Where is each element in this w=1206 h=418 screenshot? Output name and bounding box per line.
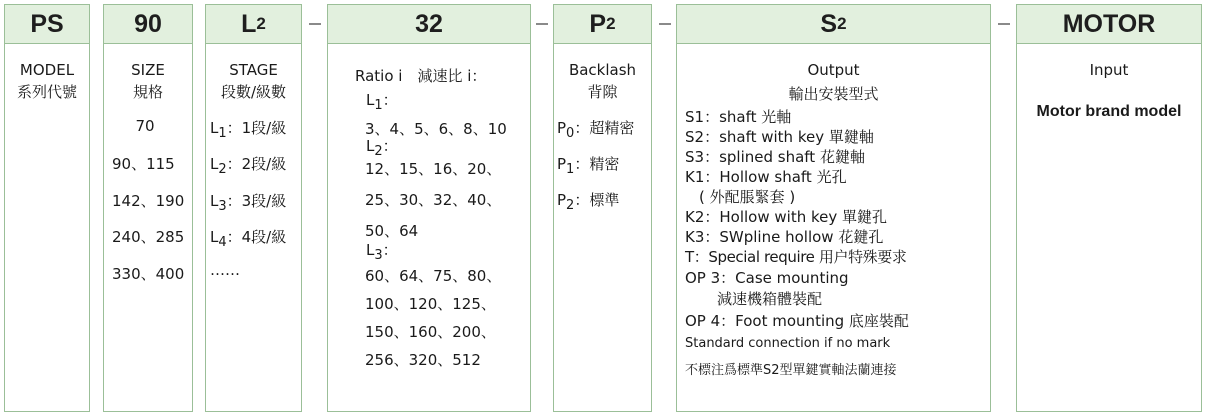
output-header bbox=[677, 5, 990, 44]
output-option: S3：splined shaft 花鍵軸 bbox=[685, 148, 865, 166]
output-note: 不標注爲標準S2型單鍵實軸法蘭連接 bbox=[685, 363, 897, 378]
ratio-body bbox=[328, 45, 530, 411]
stage-more: …… bbox=[210, 261, 240, 279]
ratio-l3-value-line: 150、160、200、 bbox=[365, 323, 496, 341]
backlash-header bbox=[554, 5, 651, 44]
model-column bbox=[4, 4, 90, 412]
backlash-body bbox=[554, 45, 651, 411]
size-value: 240、285 bbox=[112, 228, 185, 246]
ratio-l2-label: $L_2$： bbox=[366, 137, 398, 159]
stage-item: $L_2$：2段/級 bbox=[210, 155, 287, 177]
backlash-code: P bbox=[589, 9, 607, 38]
output-option: OP 4：Foot mounting 底座裝配 bbox=[685, 312, 909, 330]
ratio-l3-value-line: 100、120、125、 bbox=[365, 295, 496, 313]
ratio-header bbox=[328, 5, 530, 44]
output-option: S1：shaft 光軸 bbox=[685, 108, 792, 126]
model-label-cn: 系列代號 bbox=[16, 83, 77, 101]
backlash-label-cn: 背隙 bbox=[587, 83, 618, 101]
output-note: Standard connection if no mark bbox=[685, 336, 891, 351]
stage-header bbox=[206, 5, 301, 44]
ratio-l1-values: 3、4、5、6、8、10 bbox=[365, 120, 507, 138]
output-column bbox=[676, 4, 991, 412]
size-value: 90、115 bbox=[112, 155, 175, 173]
ratio-l3-value-line: 256、320、512 bbox=[365, 351, 481, 369]
model-body bbox=[5, 45, 89, 411]
separator-dash bbox=[536, 23, 548, 25]
backlash-column bbox=[553, 4, 652, 412]
output-label-en: Output bbox=[807, 61, 860, 79]
stage-item: $L_4$：4段/級 bbox=[210, 228, 287, 250]
output-option: 減速機箱體裝配 bbox=[717, 290, 823, 308]
output-option: S2：shaft with key 單鍵軸 bbox=[685, 128, 874, 146]
size-code: 90 bbox=[134, 9, 162, 38]
output-code-sub: 2 bbox=[837, 14, 847, 33]
stage-item: $L_1$：1段/級 bbox=[210, 119, 287, 141]
motor-header bbox=[1017, 5, 1201, 44]
motor-brand-model: Motor brand model bbox=[1036, 103, 1182, 120]
backlash-item: $P_0$：超精密 bbox=[557, 119, 635, 141]
model-label-en: MODEL bbox=[19, 61, 75, 79]
stage-item: $L_3$：3段/級 bbox=[210, 192, 287, 214]
size-value: 330、400 bbox=[112, 265, 185, 283]
size-value: 142、190 bbox=[112, 192, 185, 210]
size-column bbox=[103, 4, 193, 412]
backlash-code-sub: 2 bbox=[606, 14, 616, 33]
output-option: K1：Hollow shaft 光孔 bbox=[685, 168, 847, 186]
ratio-l2-value-line: 25、30、32、40、 bbox=[365, 191, 502, 209]
size-header bbox=[104, 5, 192, 44]
ratio-l2-value-line: 50、64 bbox=[365, 222, 419, 240]
size-value: 70 bbox=[135, 117, 155, 135]
stage-code: L bbox=[241, 9, 257, 38]
output-option: OP 3：Case mounting bbox=[685, 269, 849, 287]
backlash-item: $P_2$：標準 bbox=[557, 191, 620, 213]
separator-dash bbox=[998, 23, 1010, 25]
ratio-l1-label: $L_1$： bbox=[366, 91, 398, 113]
separator-dash bbox=[659, 23, 671, 25]
output-option: T：Special require 用户特殊要求 bbox=[685, 248, 907, 266]
size-label-en: SIZE bbox=[131, 61, 165, 79]
output-label-cn: 輸出安裝型式 bbox=[788, 85, 879, 103]
ratio-l2-value-line: 12、15、16、20、 bbox=[365, 160, 502, 178]
stage-label-en: STAGE bbox=[229, 61, 278, 79]
model-code: PS bbox=[30, 9, 64, 38]
output-code: S bbox=[820, 9, 838, 38]
backlash-item: $P_1$：精密 bbox=[557, 155, 620, 177]
motor-code: MOTOR bbox=[1062, 9, 1156, 38]
ratio-l3-value-line: 60、64、75、80、 bbox=[365, 267, 502, 285]
motor-column bbox=[1016, 4, 1202, 412]
size-label-cn: 規格 bbox=[132, 83, 163, 101]
motor-body bbox=[1017, 45, 1201, 411]
stage-label-cn: 段數/級數 bbox=[220, 83, 287, 101]
stage-column bbox=[205, 4, 302, 412]
separator-dash bbox=[309, 23, 321, 25]
output-option: K3：SWpline hollow 花鍵孔 bbox=[685, 228, 884, 246]
stage-body bbox=[206, 45, 301, 411]
model-header bbox=[5, 5, 89, 44]
output-body bbox=[677, 45, 990, 411]
size-body bbox=[104, 45, 192, 411]
output-option: ( 外配脹緊套 ) bbox=[699, 188, 796, 206]
ratio-code: 32 bbox=[415, 9, 443, 38]
motor-input-label: Input bbox=[1089, 61, 1129, 79]
ratio-l3-label: $L_3$： bbox=[366, 241, 398, 263]
ratio-title: Ratio i 減速比 i： bbox=[355, 67, 487, 85]
backlash-label-en: Backlash bbox=[568, 61, 637, 79]
stage-code-sub: 2 bbox=[256, 14, 266, 33]
ratio-column bbox=[327, 4, 531, 412]
output-option: K2：Hollow with key 單鍵孔 bbox=[685, 208, 888, 226]
